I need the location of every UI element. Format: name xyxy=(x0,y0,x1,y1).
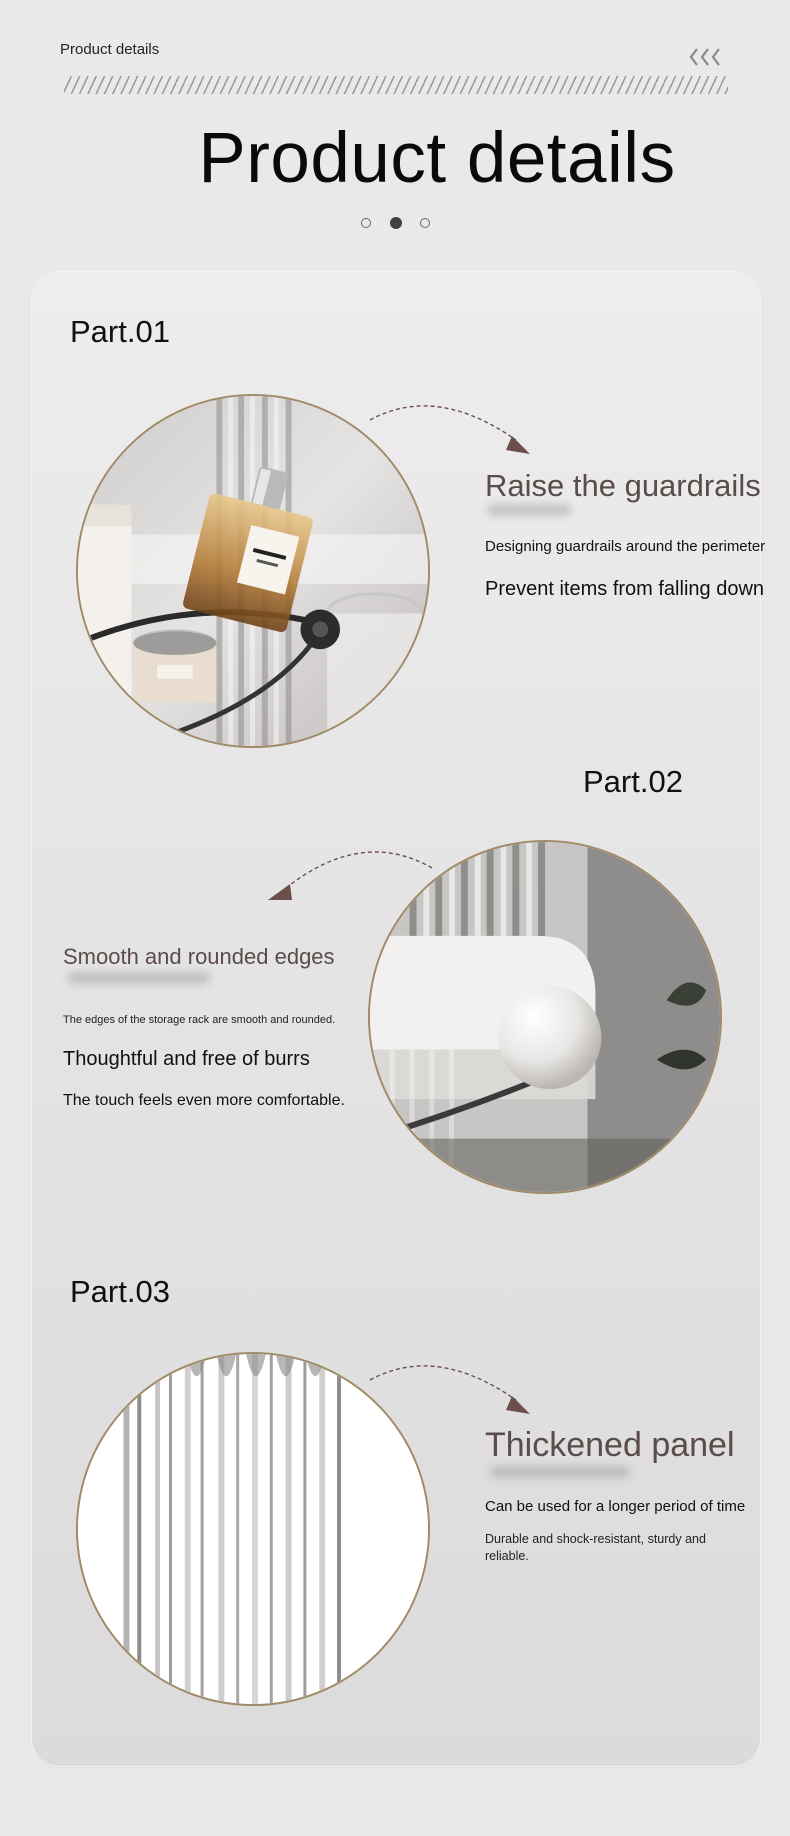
rounded-edge-ball-photo xyxy=(368,840,722,1194)
part-03-heading: Thickened panel xyxy=(485,1426,735,1464)
hatched-divider xyxy=(64,76,728,94)
part-02-line-1: The edges of the storage rack are smooth and rounded. xyxy=(63,1014,336,1026)
part-02-line-2: Thoughtful and free of burrs xyxy=(63,1048,310,1070)
heading-blur-underline xyxy=(490,1466,630,1478)
part-01-line-2: Prevent items from falling down xyxy=(485,578,765,600)
top-label: Product details xyxy=(60,41,160,58)
curved-arrow-icon xyxy=(262,838,436,906)
pager-dot-active[interactable] xyxy=(390,217,402,229)
pager-dot[interactable] xyxy=(361,218,371,228)
part-02-heading: Smooth and rounded edges xyxy=(63,944,335,969)
part-label-01: Part.01 xyxy=(70,314,170,349)
pager-dot[interactable] xyxy=(420,218,430,228)
curved-arrow-icon xyxy=(366,388,536,460)
pager-dots xyxy=(355,216,435,234)
part-label-03: Part.03 xyxy=(70,1274,170,1309)
part-01-line-1: Designing guardrails around the perimeter xyxy=(485,538,766,555)
triple-chevron-left-icon[interactable] xyxy=(688,46,728,68)
part-01-heading: Raise the guardrails xyxy=(485,468,761,503)
part-02-line-3: The touch feels even more comfortable. xyxy=(63,1092,345,1109)
curved-arrow-icon xyxy=(366,1348,536,1420)
heading-blur-underline xyxy=(68,972,210,984)
part-label-02: Part.02 xyxy=(583,764,683,799)
page-title: Product details xyxy=(198,119,676,198)
part-03-line-1: Can be used for a longer period of time xyxy=(485,1498,746,1515)
heading-blur-underline xyxy=(487,504,571,516)
part-03-line-2: Durable and shock-resistant, sturdy and reliable. xyxy=(485,1532,706,1563)
